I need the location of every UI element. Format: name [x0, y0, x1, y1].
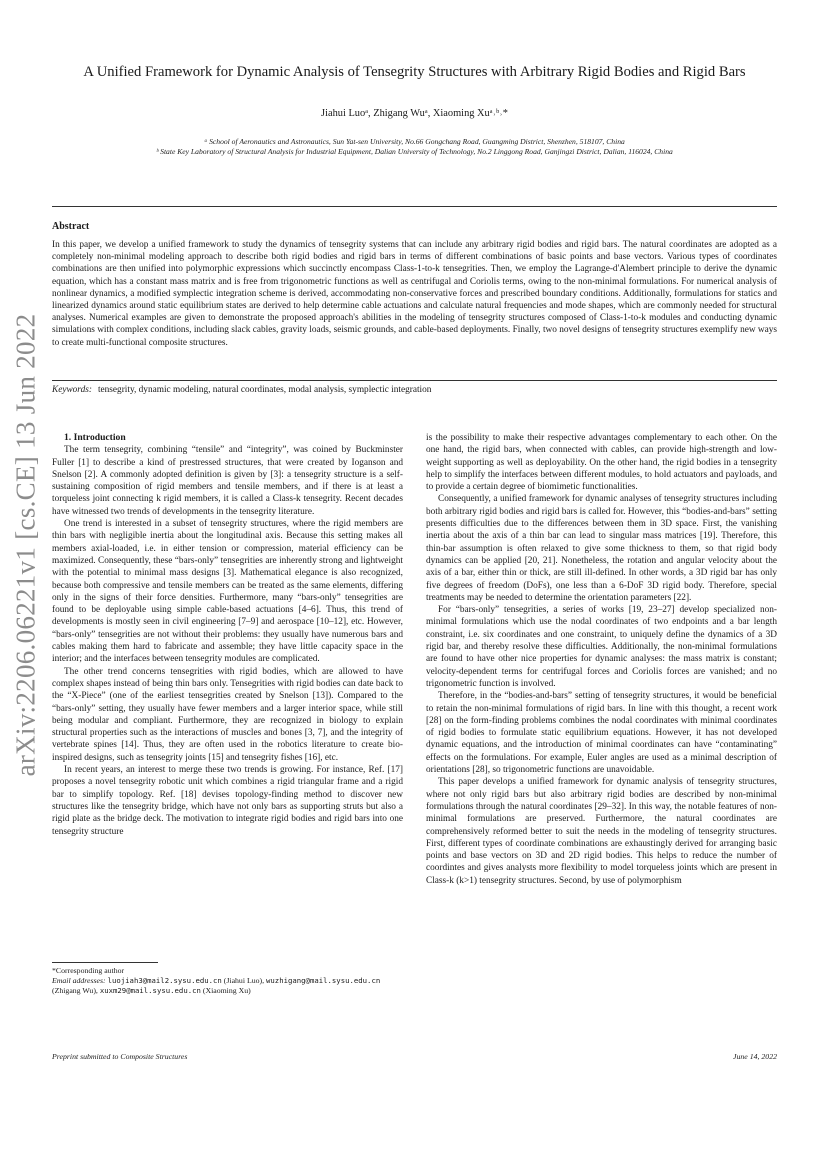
right-column: [426, 432, 777, 887]
divider-top: [52, 206, 777, 207]
divider-bottom: [52, 380, 777, 381]
keywords-line: [52, 385, 431, 395]
email-owner: (Xiaoming Xu): [202, 986, 251, 995]
paragraph: In recent years, an interest to merge these two trends is growing. For instance, Ref. [17] proposes a novel tensegrity robotic unit which combines a rigid triangular frame and a rigid bar to simplify topology. Ref. [18] devises topology-finding method to discover new structures like the tensegrity bridge, which have not only bars as supporting struts but also a rigid plate as the bridge deck. The motivation to integrate rigid bodies and rigid bars into one tensegrity structure: [52, 765, 403, 837]
abstract-heading: Abstract: [52, 221, 90, 232]
footnote-emails: [52, 976, 403, 996]
email-link[interactable]: luojiah3@mail2.sysu.edu.cn: [107, 976, 222, 985]
abstract-text: In this paper, we develop a unified framework to study the dynamics of tensegrity systems that can include any arbitrary rigid bodies and rigid bars. The natural coordinates are adopted as a completely non-minimal modeling approach to describe both rigid bodies and rigid bars in terms of different combinations of basic points and base vectors. Various types of coordinates combinations are then unified into polymorphic expressions which succinctly encompass Class-1-to-k tensegrities. Then, we employ the Lagrange-d'Alembert principle to derive the dynamic equation, which has a constant mass matrix and is free from trigonometric functions as well as centrifugal and Coriolis terms, owing to the non-minimal formulations. For numerical analysis of nonlinear dynamics, a modified symplectic integration scheme is derived, accommodating non-conservative forces and prescribed boundary conditions. Additionally, formulations for statics and linearized dynamics around static equilibrium states are derived to help determine cable actuations and calculate natural frequencies and mode shapes, which are commonly needed for structural analyses. Numerical examples are given to demonstrate the proposed approach's abilities in the modeling of tensegrity structures composed of Class-1-to-k modules and conducting dynamic simulations with complex conditions, including slack cables, gravity loads, seismic grounds, and cable-based deployments. Finally, two novel designs of tensegrity structures exemplify new ways to create multi-functional composite structures.: [52, 240, 777, 348]
arxiv-stamp-text: arXiv:2206.06221v1 [cs.CE] 13 Jun 2022: [10, 313, 41, 777]
footer-submission: Preprint submitted to Composite Structures: [52, 1052, 188, 1061]
paper-title: A Unified Framework for Dynamic Analysis of Tensegrity Structures with Arbitrary Rigid Bodies and Rigid Bars: [83, 64, 746, 80]
paragraph: For “bars-only” tensegrities, a series of works [19, 23–27] develop specialized non-minimal formulations which use the nodal coordinates of two endpoints and a bar length constraint, i.e. six coordinates and one constraint, to uniquely define the dynamics of a 3D rigid bar, and thereby resolve these difficulties. Additionally, the non-minimal formulations are found to have other nice properties for dynamic analyses: the mass matrix is constant; velocity-dependent terms for centrifugal forces and Coriolis forces are vanished; and no trigonometric function is involved.: [426, 605, 777, 689]
paragraph: One trend is interested in a subset of tensegrity structures, where the rigid members are thin bars with negligible inertia about the longitudinal axis. Because this setting makes all members axial-loaded, i.e. in either tension or compression, material efficiency can be maximized. Consequently, these “bars-only” tensegrities are inherently strong and lightweight with the potential to minimal mass designs [3]. Mathematical elegance is also recognized, because both compressive and tensile members can be treated as the same elements, differing only in the signs of their force densities. Furthermore, many “bars-only” tensegrities are found to be deployable using simple cable-based actuations [4–6]. Thus, this trend of developments is mostly seen in civil engineering [7–9] and aerospace [10–12], etc. However, “bars-only” tensegrities are not without their problems: they usually have numerous bars and cables making them hard to fabricate and assemble; they have little capacity space in the interior; and the interfaces between tensegrity modules are complicated.: [52, 519, 403, 665]
paragraph: This paper develops a unified framework for dynamic analysis of tensegrity structures, where not only rigid bars but also arbitrary rigid bodies are described by non-minimal formulations through the natural coordinates [29–32]. In this way, the notable features of non-minimal formulations are preserved. Furthermore, the natural coordinates are comprehensively reformed better to suit the needs in the modeling of tensegrity structures. First, different types of coordinate combinations are exhaustingly derived for arranging basic points and base vectors on 3D and 2D rigid bodies. This helps to reduce the number of coordintes and gives analysts more flexibility to model torqueless joints which are present in Class-k (k>1) tensegrity structures. Second, by use of polymorphism: [426, 777, 777, 886]
email-label: Email addresses:: [52, 976, 106, 985]
email-link[interactable]: xuxm29@mail.sysu.edu.cn: [99, 986, 201, 995]
footnote: [52, 966, 403, 996]
paragraph: Therefore, in the “bodies-and-bars” setting of tensegrity structures, it would be beneficial to retain the non-minimal formulations of rigid bars. In line with this thought, a recent work [28] on the form-finding problems combines the nodal coordinates with minimal coordinates of rigid bodies to formulate static equilibrium equations. However, it has not developed dynamic equations, and the introduction of minimal coordinates can have “contaminating” effects on the formulations. For example, Euler angles are used as a minimal description of orientations [28], so trigonometric functions are unavoidable.: [426, 691, 777, 776]
paragraph: is the possibility to make their respective advantages complementary to each other. On the one hand, the rigid bars, when connected with cables, can provide high-strength and low-weight supporting as well as deployability. On the other hand, the rigid bodies in a tensegrity help to simplify the interfaces between different modules, to hold actuators and payloads, and to provide a certain degree of biomimetic functionalities.: [426, 433, 777, 493]
section-heading: 1. Introduction: [64, 432, 126, 443]
keywords-label: Keywords:: [52, 385, 92, 395]
left-column: [52, 432, 403, 838]
arxiv-stamp: [6, 205, 46, 885]
keywords-text: tensegrity, dynamic modeling, natural coordinates, modal analysis, symplectic integration: [97, 385, 432, 395]
email-owner: (Jiahui Luo),: [223, 976, 265, 985]
email-link[interactable]: wuzhigang@mail.sysu.edu.cn: [266, 976, 381, 985]
footnote-corresponding: *Corresponding author: [52, 966, 125, 975]
affiliation-b: ᵇ State Key Laboratory of Structural Analysis for Industrial Equipment, Dalian University of Technology, No.2 Linggong Road, Ganjingzi District, Dalian, 116024, China: [156, 147, 673, 156]
affiliation-a: ᵃ School of Aeronautics and Astronautics, Sun Yat-sen University, No.66 Gongchang Road, Guangming District, Shenzhen, 518107, China: [204, 137, 625, 146]
paragraph: The other trend concerns tensegrities with rigid bodies, which are allowed to have complex shapes instead of being thin bars only. Tensegrities with rigid bodies can date back to the “X-Piece” (one of the earliest tensegrities created by Snelson [13]). Compared to the “bars-only” setting, they usually have fewer members and a larger interior space, while still being modular and compliant. Furthermore, they are recognized in biology to explain structural properties such as the interactions of muscles and bones [3, 7], and the integrity of vertebrate spines [14]. Thus, they are often used in the robotics literature to create bio-inspired designs, such as tensegrity joints [15] and tensegrity fishes [16], etc.: [52, 666, 403, 763]
email-owner: (Zhigang Wu),: [52, 986, 98, 995]
paragraph: The term tensegrity, combining “tensile” and “integrity”, was coined by Buckminster Fuller [1] to describe a kind of prestressed structures, that were created by Ioganson and Snelson [2]. A commonly adopted definition is given by [3]: a tensegrity structure is a self-sustaining composition of rigid members and tensile members, and if there is at least a torqueless joint connecting k rigid members, it is called a Class-k tensegrity. Recent decades have witnessed two trends of developments in the tensegrity literature.: [52, 445, 403, 517]
paragraph: Consequently, a unified framework for dynamic analyses of tensegrity structures including both arbitrary rigid bodies and rigid bars is called for. However, this “bodies-and-bars” setting presents difficulties due to the differences between them in 3D space. First, the vanishing inertia about the axis of a thin bar can lead to singular mass matrices [19]. Therefore, this thin-bar assumption is often relaxed to give some thickness to them, so that rigid body dynamics can be applied [20, 21]. Nonetheless, the rotation and angular velocity about the axis of a bar, either thin or thick, are still ill-defined. In other words, a 3D rigid bar has only five degrees of freedom (DoFs), one less than a 6-DoF 3D rigid body. Therefore, special treatments may be needed to determine the orientation parameters [22].: [426, 494, 777, 603]
footer-date: June 14, 2022: [733, 1052, 777, 1061]
author-list: Jiahui Luoᵃ, Zhigang Wuᵃ, Xiaoming Xuᵃ˒ᵇ˒*: [321, 108, 508, 119]
footnote-rule: [52, 962, 158, 963]
